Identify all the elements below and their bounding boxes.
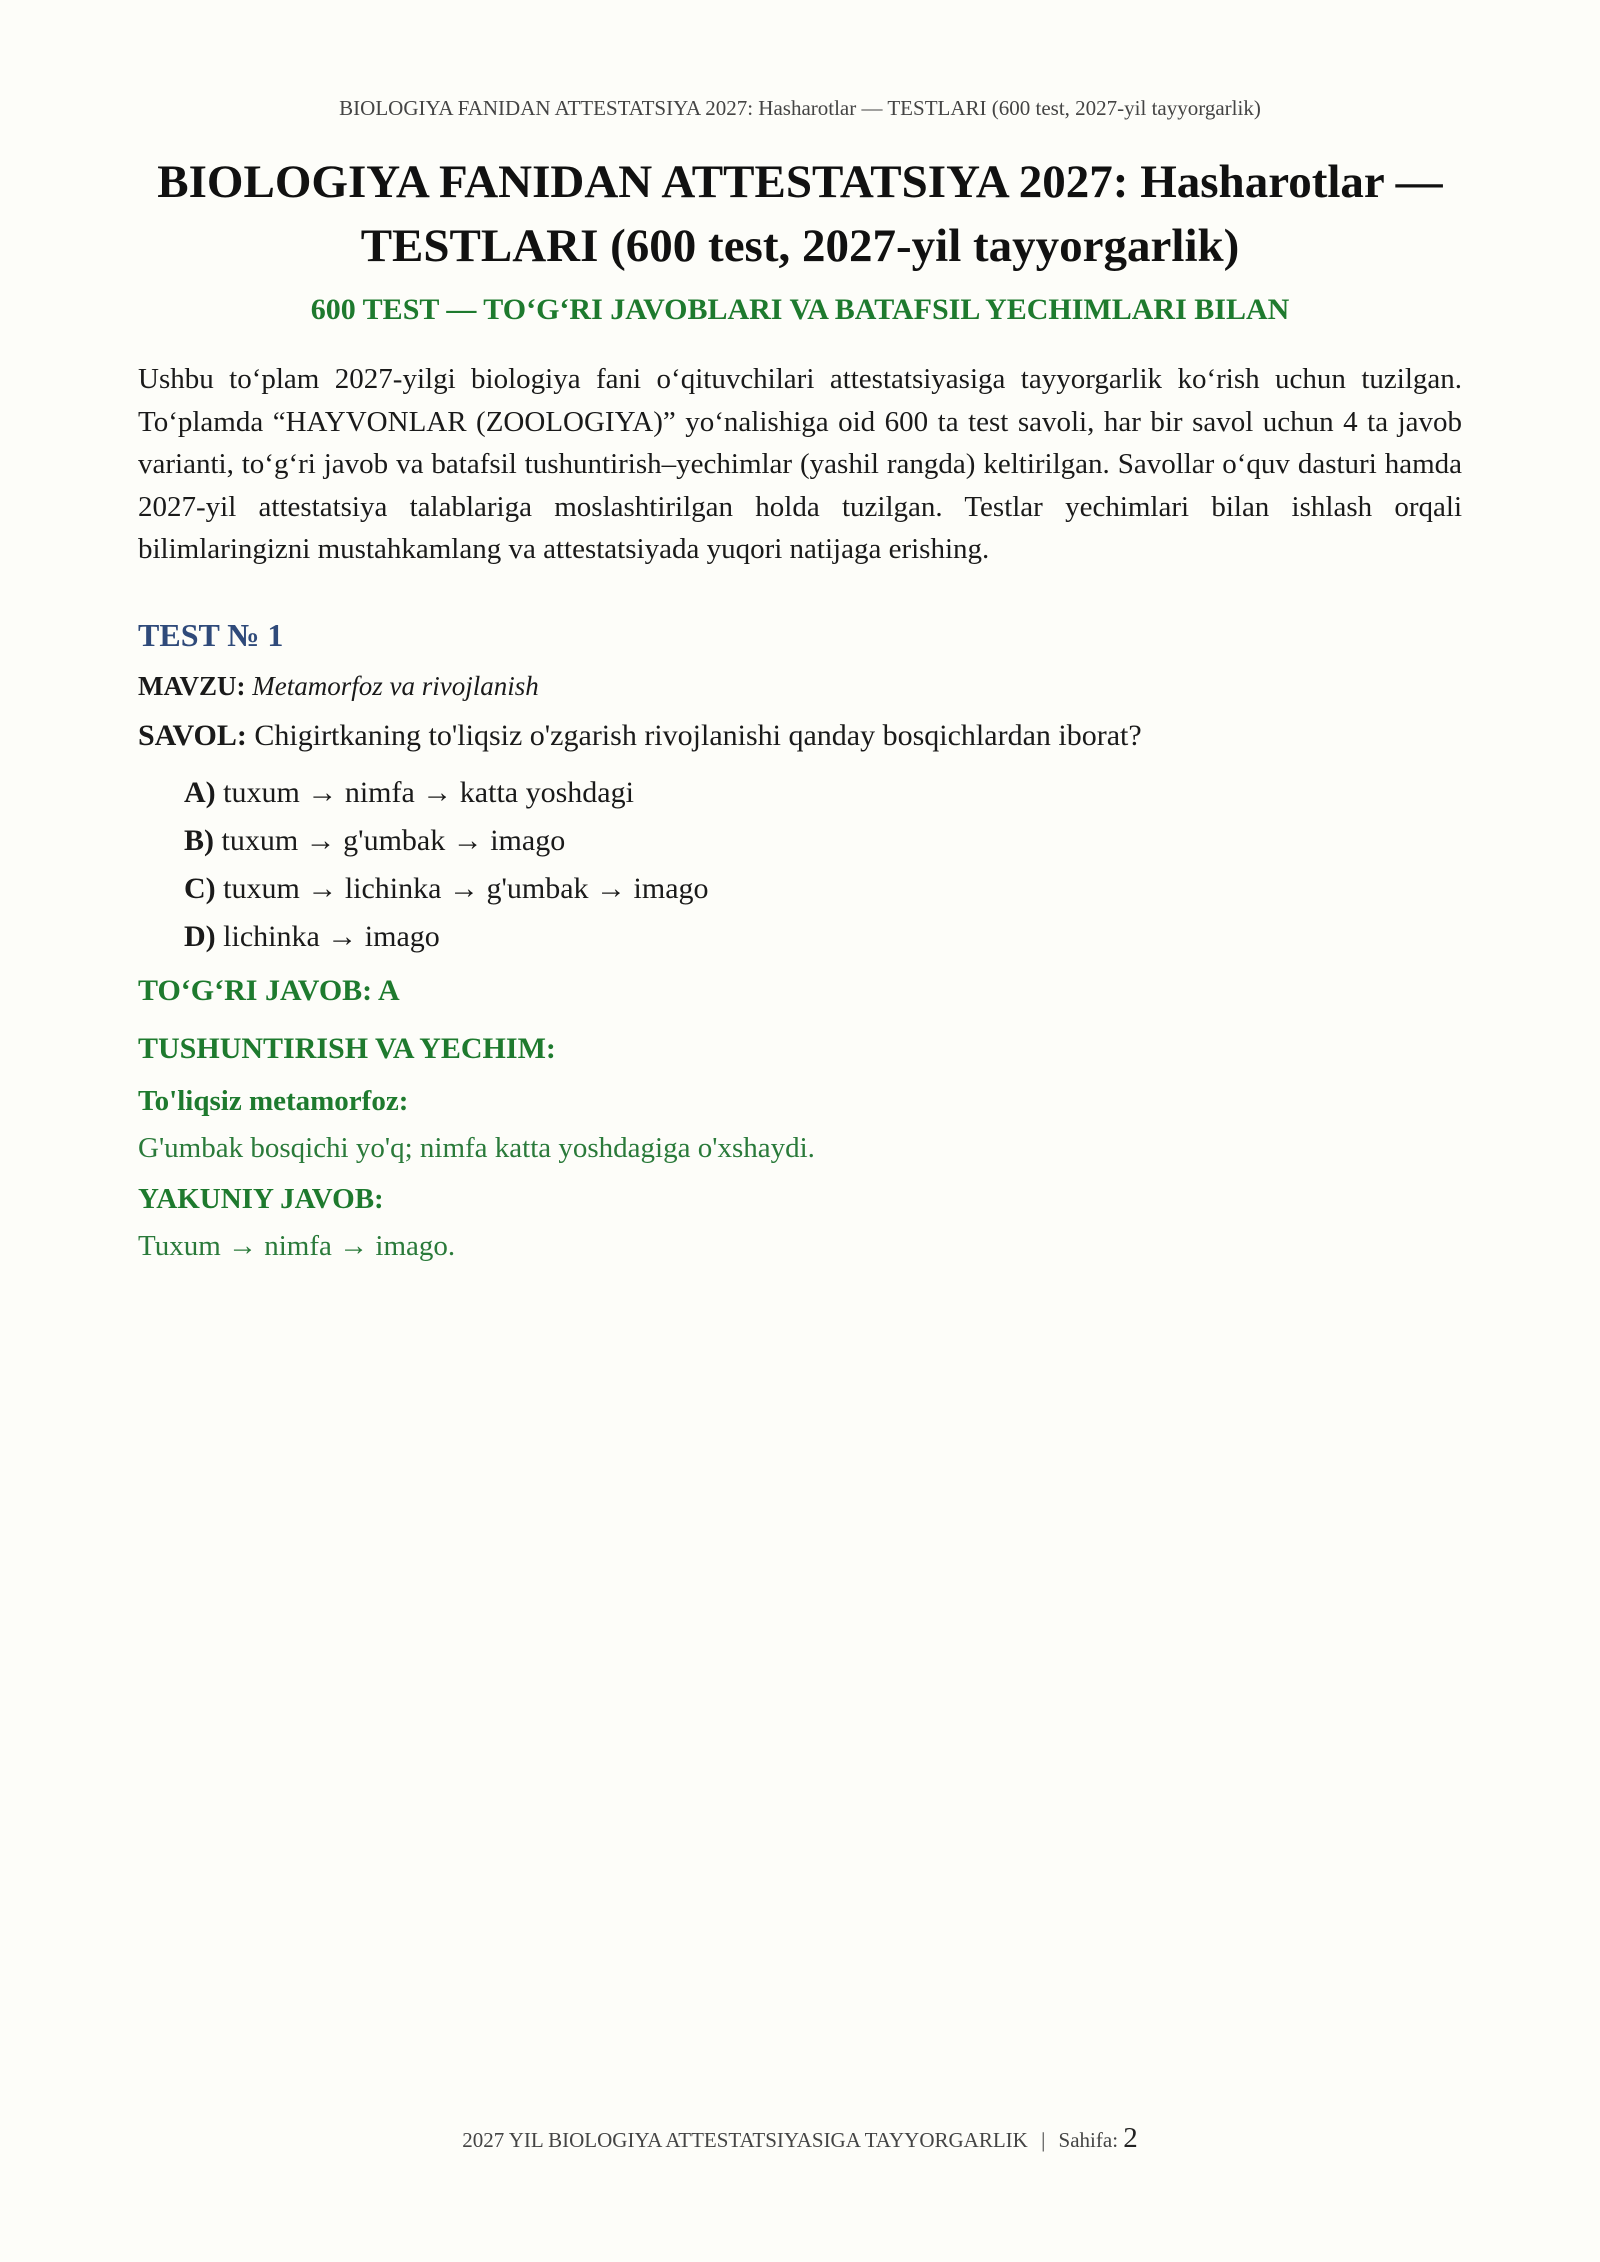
footer-page-label: Sahifa: [1058, 2128, 1119, 2152]
option-text: tuxum → g'umbak → imago [221, 823, 566, 857]
question-label: SAVOL: [138, 718, 247, 752]
option-d [184, 913, 1462, 961]
correct-answer: TO‘G‘RI JAVOB: A [138, 973, 400, 1007]
question-text: Chigirtkaning to'liqsiz o'zgarish rivojlanishi qanday bosqichlardan iborat? [254, 718, 1142, 752]
test-block [138, 613, 1462, 1267]
option-letter: A) [184, 775, 216, 809]
running-footer [0, 2122, 1600, 2155]
document-title: BIOLOGIYA FANIDAN ATTESTATSIYA 2027: Hasharotlar — TESTLARI (600 test, 2027-yil tayyorgarlik) [157, 156, 1443, 272]
question-line [138, 715, 1462, 757]
option-letter: B) [184, 823, 214, 857]
topic-label: MAVZU: [138, 670, 246, 701]
option-b [184, 817, 1462, 865]
final-answer-heading: YAKUNIY JAVOB: [138, 1182, 384, 1215]
option-text: tuxum → nimfa → katta yoshdagi [223, 775, 634, 809]
test-number-heading: TEST № 1 [138, 616, 284, 653]
footer-label: 2027 YIL BIOLOGIYA ATTESTATSIYASIGA TAYYORGARLIK [462, 2128, 1028, 2152]
option-text: tuxum → lichinka → g'umbak → imago [223, 871, 709, 905]
document-subtitle: 600 TEST — TO‘G‘RI JAVOBLARI VA BATAFSIL YECHIMLARI BILAN [310, 293, 1290, 326]
running-header: BIOLOGIYA FANIDAN ATTESTATSIYA 2027: Hasharotlar — TESTLARI (600 test, 2027-yil tayyorgarlik) [339, 96, 1261, 120]
option-letter: D) [184, 919, 216, 953]
final-answer-text: Tuxum → nimfa → imago. [138, 1229, 456, 1262]
option-letter: C) [184, 871, 216, 905]
topic-line [138, 667, 1462, 705]
answer-options [184, 769, 1462, 961]
option-text: lichinka → imago [223, 919, 440, 953]
page-number: 2 [1123, 2122, 1138, 2154]
page-content [138, 150, 1462, 1267]
footer-separator: | [1041, 2128, 1046, 2152]
explanation-text: G'umbak bosqichi yo'q; nimfa katta yoshdagiga o'xshaydi. [138, 1131, 815, 1164]
explanation-subheading: To'liqsiz metamorfoz: [138, 1084, 409, 1117]
intro-paragraph: Ushbu to‘plam 2027-yilgi biologiya fani o‘qituvchilari attestatsiyasiga tayyorgarlik ko‘rish uchun tuzilgan. To‘plamda “HAYVONLAR (ZOOLOGIYA)” yo‘nalishiga oid 600 ta test savoli, har bir savol uchun 4 ta javob varianti, to‘g‘ri javob va batafsil tushuntirish–yechimlar (yashil rangda) keltirilgan. Savollar o‘quv dasturi hamda 2027-yil attestatsiya talablariga moslashtirilgan holda tuzilgan. Testlar yechimlari bilan ishlash orqali bilimlaringizni mustahkamlang va attestatsiyada yuqori natijaga erishing. [138, 363, 1462, 565]
option-c [184, 865, 1462, 913]
explanation-heading: TUSHUNTIRISH VA YECHIM: [138, 1031, 556, 1065]
option-a [184, 769, 1462, 817]
topic-value: Metamorfoz va rivojlanish [252, 670, 539, 701]
